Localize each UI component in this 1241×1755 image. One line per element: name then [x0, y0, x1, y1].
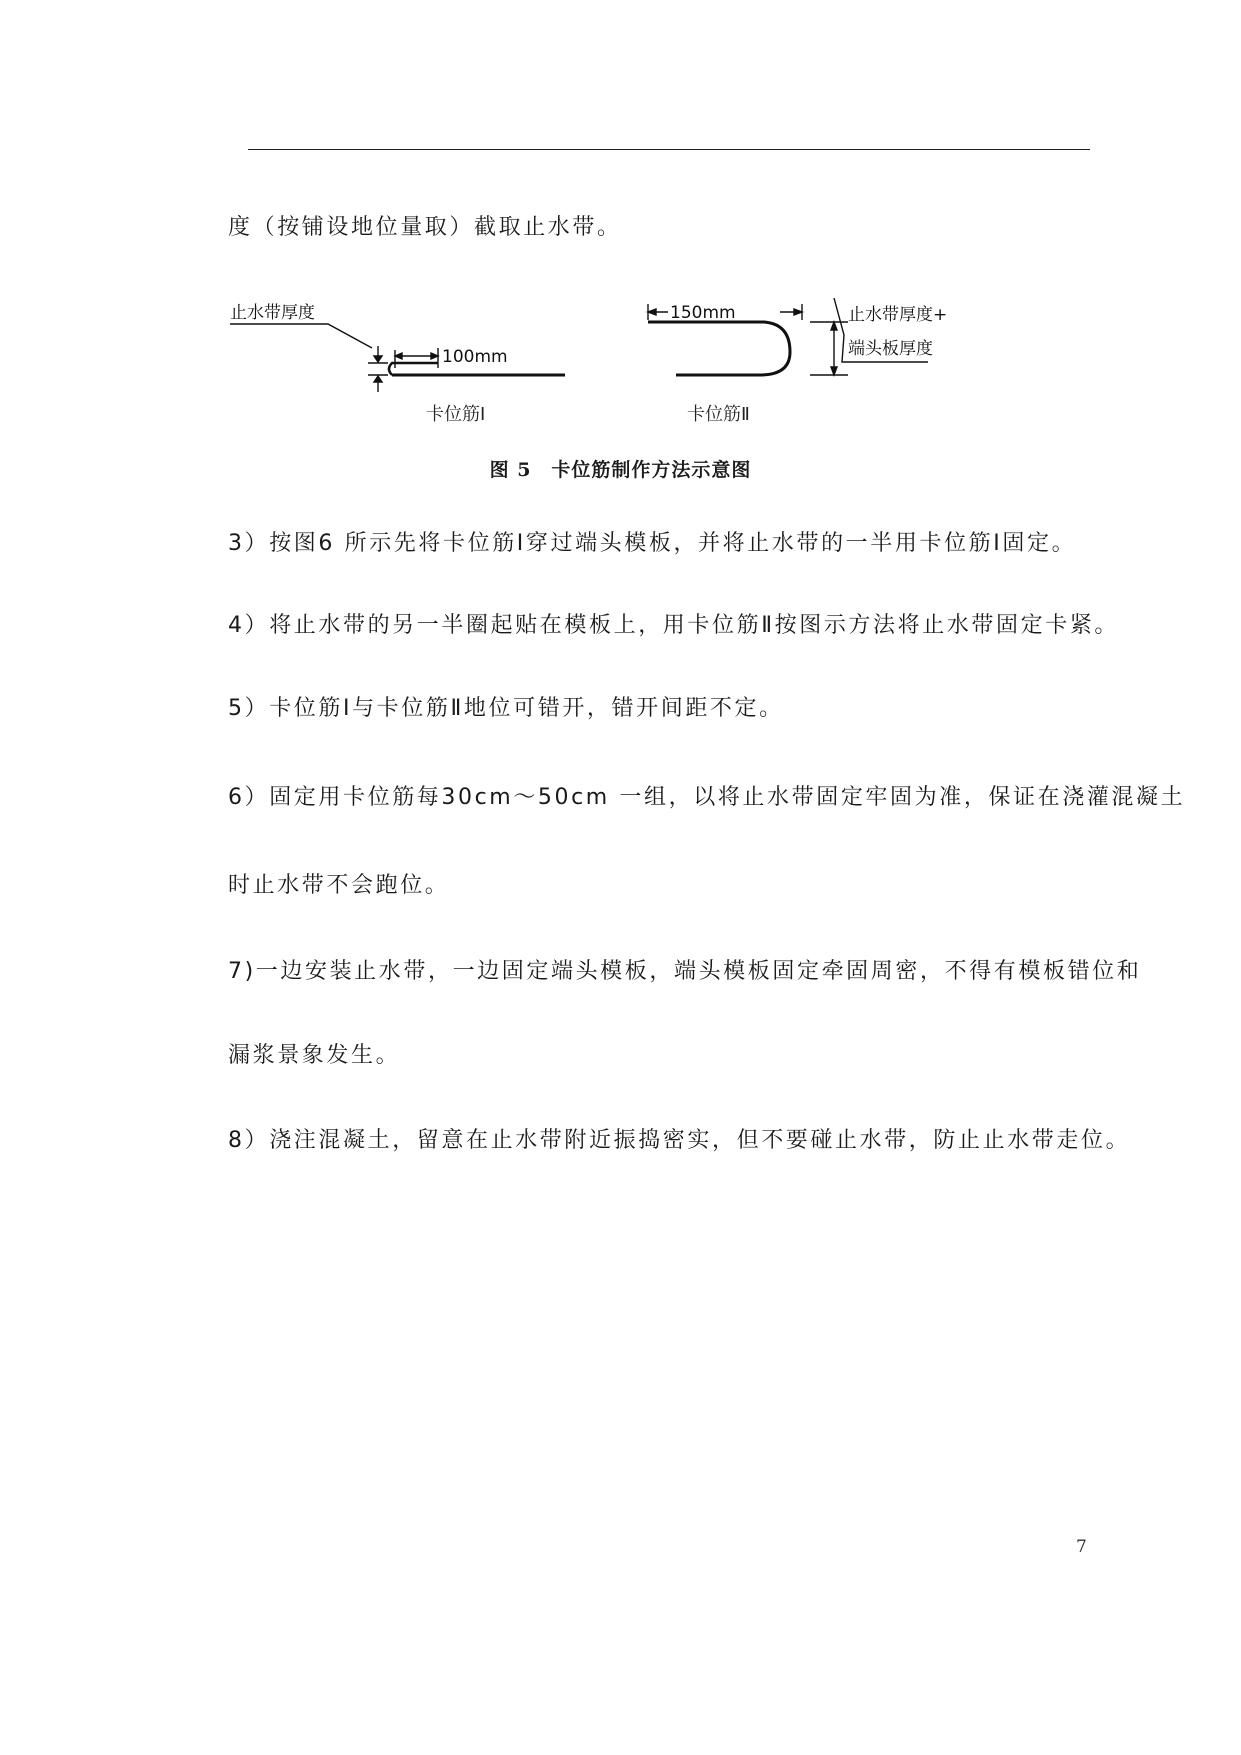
figure-caption: 图 5 卡位筋制作方法示意图 — [489, 459, 752, 481]
bar-1-dimensions — [230, 324, 438, 392]
bar-1-hook — [389, 363, 438, 375]
bar-2-name: 卡位筋Ⅱ — [687, 404, 750, 425]
paragraph-line-6: 时止水带不会跑位。 — [228, 873, 450, 898]
page-number: 7 — [1076, 1537, 1087, 1557]
bar-2-shape — [648, 322, 790, 375]
paragraph-line-2: 3）按图6 所示先将卡位筋Ⅰ穿过端头模板，并将止水带的一半用卡位筋Ⅰ固定。 — [228, 531, 1077, 556]
paragraph-line-1: 度（按铺设地位量取）截取止水带。 — [228, 215, 622, 240]
bar-2-length-label: 150mm — [670, 303, 736, 323]
bar-2-thickness-label-line1: 止水带厚度+ — [848, 305, 948, 325]
header-rule — [248, 149, 1090, 150]
paragraph-line-7: 7)一边安装止水带，一边固定端头模板，端头模板固定牵固周密，不得有模板错位和 — [228, 959, 1142, 984]
paragraph-line-4: 5）卡位筋Ⅰ与卡位筋Ⅱ地位可错开，错开间距不定。 — [228, 696, 784, 721]
paragraph-line-3: 4）将止水带的另一半圈起贴在模板上，用卡位筋Ⅱ按图示方法将止水带固定卡紧。 — [228, 613, 1120, 638]
bar-1-leader — [230, 324, 372, 348]
paragraph-line-8: 漏浆景象发生。 — [228, 1043, 401, 1068]
bar-1-thickness-label: 止水带厚度 — [230, 303, 315, 323]
bar-2-drawing — [648, 322, 790, 375]
figure-5-drawing — [220, 290, 1020, 430]
bar-1-length-label: 100mm — [442, 347, 508, 367]
figure-5 — [220, 290, 1020, 430]
bar-2-thickness-label-line2: 端头板厚度 — [848, 339, 933, 359]
paragraph-line-9: 8）浇注混凝土，留意在止水带附近振捣密实，但不要碰止水带，防止止水带走位。 — [228, 1128, 1131, 1153]
bar-1-name: 卡位筋Ⅰ — [426, 404, 486, 425]
paragraph-line-5: 6）固定用卡位筋每30cm～50cm 一组，以将止水带固定牢固为准，保证在浇灌混凝土 — [228, 785, 1186, 810]
